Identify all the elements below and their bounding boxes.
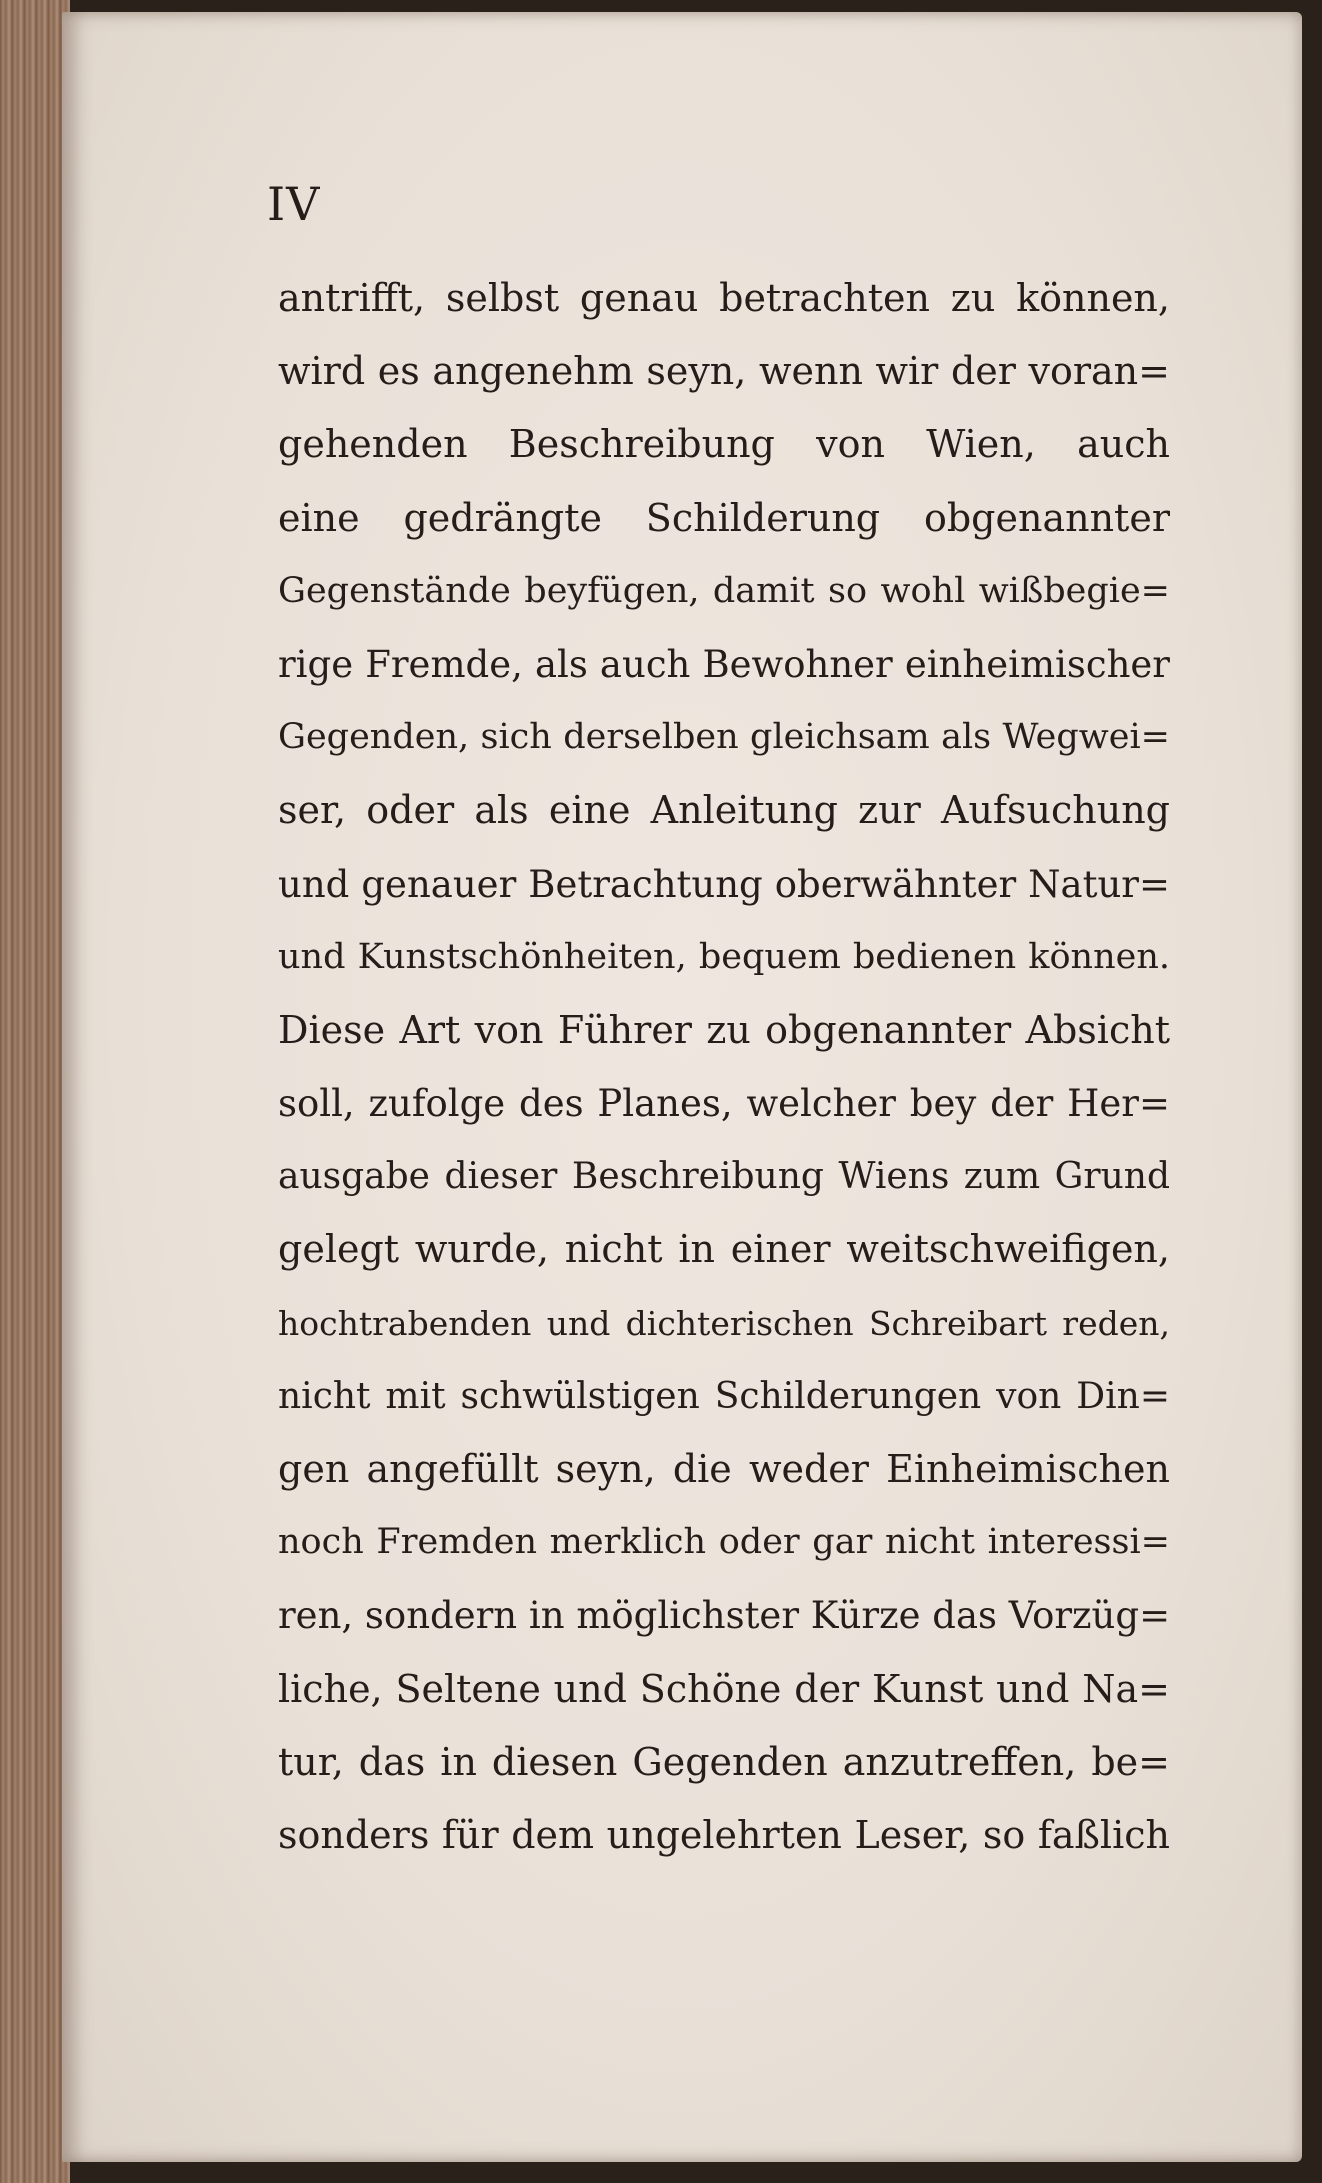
text-line: noch Fremden merklich oder gar nicht interessi=: [278, 1522, 1170, 1563]
text-line: sonders für dem ungelehrten Leser, so faßlich: [278, 1812, 1170, 1857]
text-line: ren, sondern in möglichster Kürze das Vorzüg=: [278, 1594, 1170, 1638]
text-line: antrifft, selbst genau betrachten zu können,: [278, 276, 1170, 320]
text-line: Diese Art von Führer zu obgenannter Absicht: [278, 1007, 1170, 1052]
text-line: eine gedrängte Schilderung obgenannter: [278, 495, 1170, 540]
text-line: gen angefüllt seyn, die weder Einheimischen: [278, 1447, 1170, 1491]
text-line: gehenden Beschreibung von Wien, auch: [278, 422, 1170, 467]
text-line: ser, oder als eine Anleitung zur Aufsuchung: [278, 788, 1170, 833]
text-line: wird es angenehm seyn, wenn wir der voran=: [278, 349, 1170, 394]
text-line: gelegt wurde, nicht in einer weitschweifigen,: [278, 1227, 1170, 1272]
text-line: Gegenstände beyfügen, damit so wohl wißbegie=: [278, 570, 1170, 611]
text-line: rige Fremde, als auch Bewohner einheimischer: [278, 642, 1170, 686]
text-line: soll, zufolge des Planes, welcher bey der Her=: [278, 1082, 1170, 1126]
text-line: hochtrabenden und dichterischen Schreibart reden,: [278, 1303, 1170, 1343]
text-line: und genauer Betrachtung oberwähnter Natur=: [278, 862, 1170, 906]
book-edge: [0, 0, 70, 2183]
text-line: liche, Seltene und Schöne der Kunst und Na=: [278, 1666, 1170, 1711]
body-text: [278, 262, 1170, 1872]
text-line: tur, das in diesen Gegenden anzutreffen, be=: [278, 1739, 1170, 1784]
page-number: IV: [267, 177, 321, 231]
text-line: und Kunstschönheiten, bequem bedienen können.: [278, 936, 1170, 977]
text-line: nicht mit schwülstigen Schilderungen von Din=: [278, 1375, 1170, 1417]
text-line: Gegenden, sich derselben gleichsam als Wegwei=: [278, 717, 1170, 758]
text-line: ausgabe dieser Beschreibung Wiens zum Grund: [278, 1156, 1170, 1198]
